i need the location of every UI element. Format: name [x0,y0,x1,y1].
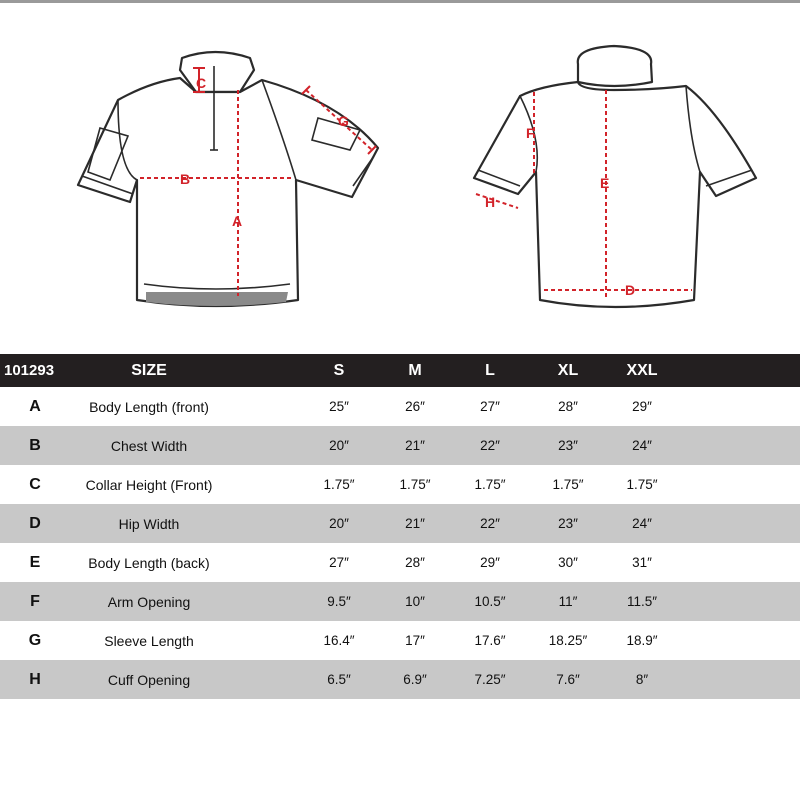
table-row [0,582,800,621]
table-row [0,621,800,660]
measurement-value: 21″ [405,438,425,453]
measurement-name: Sleeve Length [104,632,194,649]
measurement-value: 27″ [329,555,349,570]
measurement-value: 28″ [558,399,578,414]
size-column-header: M [408,361,422,379]
measurement-code: C [29,475,41,493]
measurement-value: 17.6″ [474,633,506,648]
measurement-value: 16.4″ [323,633,355,648]
measurement-code: A [29,397,41,415]
measurement-value: 24″ [632,438,652,453]
measurement-value: 18.25″ [548,633,588,648]
label-f: F [526,125,535,141]
size-column-header: S [333,361,345,379]
measurement-value: 1.75″ [474,477,506,492]
measurement-name: Arm Opening [107,593,191,610]
measurement-value: 9.5″ [327,594,351,609]
measurement-code: H [29,670,41,688]
label-d: D [625,282,636,298]
table-row [0,504,800,543]
measurement-value: 11″ [558,594,578,609]
measurement-value: 7.25″ [474,672,506,687]
measurement-value: 10″ [405,594,425,609]
measurement-value: 26″ [405,399,425,414]
measurement-value: 1.75″ [399,477,431,492]
measurement-code: E [29,553,41,571]
measurement-name: Collar Height (Front) [85,476,213,493]
table-row [0,387,800,426]
measurement-code: B [29,436,41,454]
measurement-value: 29″ [480,555,500,570]
measurement-value: 23″ [558,516,578,531]
size-chart-table [0,354,800,699]
measurement-value: 20″ [329,438,349,453]
label-g: G [338,113,349,129]
product-code: 101293 [4,362,55,379]
table-header-row [0,354,800,387]
measurement-code: F [30,592,40,610]
measurement-value: 28″ [405,555,425,570]
measurement-name: Hip Width [118,515,180,532]
table-row [0,543,800,582]
label-b: B [180,171,191,187]
measurement-name: Body Length (back) [88,554,210,571]
measurement-value: 1.75″ [626,477,658,492]
measurement-value: 17″ [405,633,425,648]
measurement-value: 29″ [632,399,652,414]
measurement-value: 6.5″ [327,672,351,687]
label-c: C [196,75,207,91]
measurement-code: D [29,514,41,532]
size-heading: SIZE [131,361,167,379]
measurement-value: 1.75″ [552,477,584,492]
measurement-value: 18.9″ [626,633,658,648]
label-h: H [485,194,496,210]
measurement-value: 30″ [558,555,578,570]
measurement-value: 22″ [480,438,500,453]
measurement-value: 6.9″ [403,672,427,687]
size-column-header: L [485,361,495,379]
measurement-value: 8″ [635,672,649,687]
shirt-back-illustration [474,46,756,307]
measurement-value: 27″ [480,399,500,414]
measurement-value: 22″ [480,516,500,531]
table-row [0,660,800,699]
measurement-value: 20″ [329,516,349,531]
measurement-name: Chest Width [110,437,188,454]
measurement-value: 10.5″ [474,594,506,609]
size-column-header: XL [557,361,579,379]
measurement-value: 1.75″ [323,477,355,492]
measurement-value: 25″ [329,399,349,414]
label-a: A [232,213,243,229]
measurement-code: G [28,631,42,649]
measurement-value: 24″ [632,516,652,531]
measurement-name: Cuff Opening [107,671,191,688]
measurement-name: Body Length (front) [89,398,209,415]
measurement-value: 21″ [405,516,425,531]
table-row [0,426,800,465]
label-e: E [600,175,610,191]
table-row [0,465,800,504]
size-column-header: XXL [626,361,658,379]
measurement-value: 7.6″ [556,672,580,687]
measurement-value: 11.5″ [626,594,658,609]
measurement-value: 31″ [632,555,652,570]
measurement-value: 23″ [558,438,578,453]
garment-diagram [0,0,800,340]
